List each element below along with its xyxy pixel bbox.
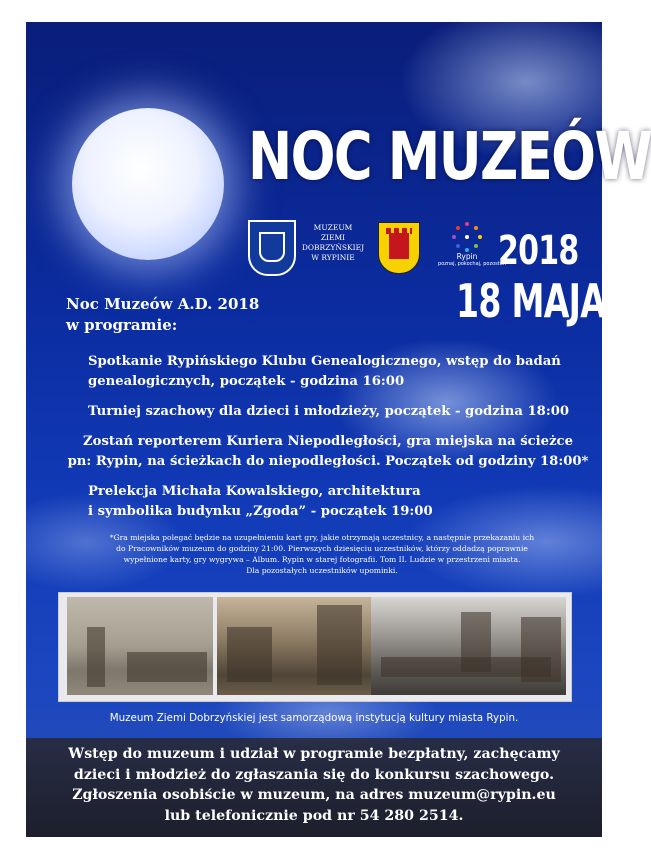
historic-photo-buildings bbox=[217, 597, 371, 695]
program-item: Zostań reporterem Kuriera Niepodległości, gra miejska na ścieżce pn: Rypin, na ścieżkach do niepodległości. Początek od godziny 18:00* bbox=[67, 434, 589, 469]
intro-heading bbox=[66, 294, 259, 336]
logos-row bbox=[248, 220, 506, 280]
rypin-brand-tagline: poznaj, pokochaj, pozostań bbox=[438, 261, 506, 267]
poster-title: NOC MUZEÓW bbox=[248, 118, 651, 195]
footer-band bbox=[26, 738, 602, 837]
rypin-brand-name: Rypin bbox=[456, 252, 478, 261]
event-date: 18 MAJA bbox=[456, 274, 606, 328]
historic-photos-strip bbox=[58, 592, 572, 702]
museum-caption: Muzeum Ziemi Dobrzyńskiej jest samorządową instytucją kultury miasta Rypin. bbox=[109, 712, 519, 724]
program-list bbox=[67, 352, 598, 532]
museum-crest-icon bbox=[248, 220, 296, 276]
moon-image bbox=[72, 108, 224, 260]
rypin-coat-of-arms-icon bbox=[378, 222, 420, 274]
program-item: Turniej szachowy dla dzieci i młodzieży, początek - godzina 18:00 bbox=[88, 404, 570, 419]
intro-line: w programie: bbox=[66, 316, 178, 334]
historic-photo-crowd bbox=[371, 597, 566, 695]
footer-text: Wstęp do muzeum i udział w programie bezpłatny, zachęcamy dzieci i młodzież do zgłaszania się do konkursu szachowego. Zgłoszenia osobiście w muzeum, na adres muzeum@rypin.eu lub telefonicznie pod nr 54 280 2514. bbox=[68, 746, 560, 824]
poster bbox=[26, 22, 651, 837]
program-item: Prelekcja Michała Kowalskiego, architektura i symbolika budynku „Zgoda” - początek 19:00 bbox=[88, 484, 433, 519]
intro-line: Noc Muzeów A.D. 2018 bbox=[66, 295, 260, 313]
event-year: 2018 bbox=[498, 228, 579, 274]
historic-photo-street bbox=[67, 597, 213, 695]
program-item: Spotkanie Rypińskiego Klubu Genealogicznego, wstęp do badań genealogicznych, początek - godzina 16:00 bbox=[88, 354, 561, 389]
museum-logo-text: MUZEUM ZIEMI DOBRZYŃSKIEJ W RYPINIE bbox=[301, 223, 365, 262]
game-rules-note: *Gra miejska polegać będzie na uzupełnieniu kart gry, jakie otrzymają uczestnicy, a następnie przekazaniu ich do Pracowników muzeum do godziny 21:00. Pierwszych dziesięciu uczestników, którzy oddadzą poprawnie wypełnione karty, gry wygrywa – Album. Rypin w starej fotografii. Tom II. Ludzie w przestrzeni miasta. Dla pozostałych uczestników upominki. bbox=[109, 533, 535, 575]
rypin-brand-dots-icon bbox=[452, 222, 482, 252]
rypin-brand-logo bbox=[438, 222, 506, 274]
